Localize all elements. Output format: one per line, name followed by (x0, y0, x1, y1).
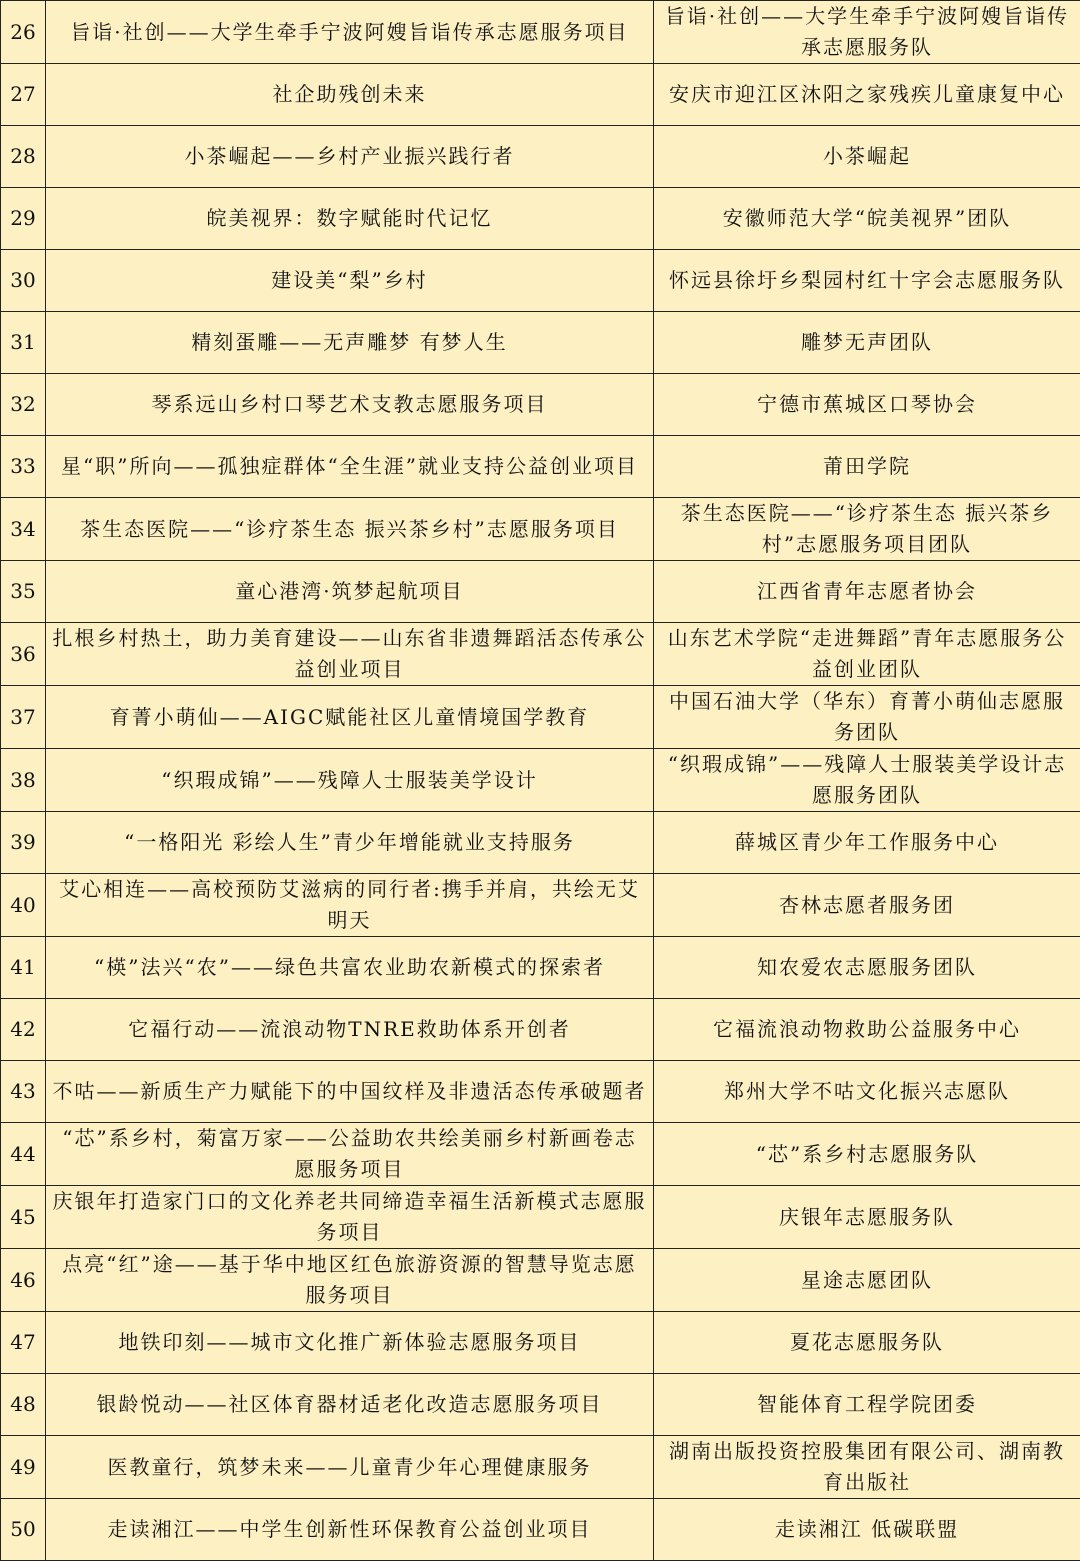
table-row (1, 874, 1080, 937)
row-number: 45 (1, 1186, 46, 1249)
table-row (1, 1374, 1080, 1436)
row-number: 30 (1, 250, 46, 312)
row-number: 34 (1, 498, 46, 561)
table-row (1, 436, 1080, 498)
table-body (1, 1, 1080, 1561)
project-name: 旨诣·社创——大学生牵手宁波阿嫂旨诣传承志愿服务项目 (46, 1, 654, 64)
table-row (1, 64, 1080, 126)
row-number: 32 (1, 374, 46, 436)
project-name: 银龄悦动——社区体育器材适老化改造志愿服务项目 (46, 1374, 654, 1436)
team-name: 庆银年志愿服务队 (654, 1186, 1080, 1249)
project-name: 小茶崛起——乡村产业振兴践行者 (46, 126, 654, 188)
row-number: 46 (1, 1249, 46, 1312)
team-name: 夏花志愿服务队 (654, 1312, 1080, 1374)
team-name: 雕梦无声团队 (654, 312, 1080, 374)
team-name: 山东艺术学院“走进舞蹈”青年志愿服务公益创业团队 (654, 623, 1080, 686)
project-name: 庆银年打造家门口的文化养老共同缔造幸福生活新模式志愿服务项目 (46, 1186, 654, 1249)
table-row (1, 374, 1080, 436)
project-name: 星“职”所向——孤独症群体“全生涯”就业支持公益创业项目 (46, 436, 654, 498)
team-name: 星途志愿团队 (654, 1249, 1080, 1312)
row-number: 50 (1, 1499, 46, 1561)
team-name: 茶生态医院——“诊疗茶生态 振兴茶乡村”志愿服务项目团队 (654, 498, 1080, 561)
team-name: 它福流浪动物救助公益服务中心 (654, 999, 1080, 1061)
project-name: 医教童行，筑梦未来——儿童青少年心理健康服务 (46, 1436, 654, 1499)
team-name: 怀远县徐圩乡梨园村红十字会志愿服务队 (654, 250, 1080, 312)
table-row (1, 1186, 1080, 1249)
project-name: 皖美视界：数字赋能时代记忆 (46, 188, 654, 250)
team-name: 杏林志愿者服务团 (654, 874, 1080, 937)
row-number: 31 (1, 312, 46, 374)
team-name: 薛城区青少年工作服务中心 (654, 812, 1080, 874)
table-row (1, 188, 1080, 250)
row-number: 38 (1, 749, 46, 812)
team-name: 走读湘江 低碳联盟 (654, 1499, 1080, 1561)
table-row (1, 1123, 1080, 1186)
row-number: 43 (1, 1061, 46, 1123)
table-row (1, 561, 1080, 623)
table-row (1, 1312, 1080, 1374)
row-number: 40 (1, 874, 46, 937)
project-name: 建设美“梨”乡村 (46, 250, 654, 312)
table-row (1, 623, 1080, 686)
team-name: 安徽师范大学“皖美视界”团队 (654, 188, 1080, 250)
row-number: 44 (1, 1123, 46, 1186)
row-number: 26 (1, 1, 46, 64)
table-row (1, 1249, 1080, 1312)
table-row (1, 686, 1080, 749)
table-row (1, 1499, 1080, 1561)
row-number: 27 (1, 64, 46, 126)
project-name: 走读湘江——中学生创新性环保教育公益创业项目 (46, 1499, 654, 1561)
table-row (1, 812, 1080, 874)
team-name: “织瑕成锦”——残障人士服装美学设计志愿服务团队 (654, 749, 1080, 812)
project-name: “楧”法兴“农”——绿色共富农业助农新模式的探索者 (46, 937, 654, 999)
project-name: 琴系远山乡村口琴艺术支教志愿服务项目 (46, 374, 654, 436)
row-number: 37 (1, 686, 46, 749)
row-number: 48 (1, 1374, 46, 1436)
project-name: 育菁小萌仙——AIGC赋能社区儿童情境国学教育 (46, 686, 654, 749)
table-row (1, 498, 1080, 561)
row-number: 29 (1, 188, 46, 250)
table-row (1, 312, 1080, 374)
table-row (1, 1061, 1080, 1123)
table-row (1, 999, 1080, 1061)
project-name: “一格阳光 彩绘人生”青少年增能就业支持服务 (46, 812, 654, 874)
project-name: 它福行动——流浪动物TNRE救助体系开创者 (46, 999, 654, 1061)
table-row (1, 250, 1080, 312)
row-number: 49 (1, 1436, 46, 1499)
project-name: 精刻蛋雕——无声雕梦 有梦人生 (46, 312, 654, 374)
table-row (1, 1, 1080, 64)
row-number: 36 (1, 623, 46, 686)
project-name: 不咕——新质生产力赋能下的中国纹样及非遗活态传承破题者 (46, 1061, 654, 1123)
row-number: 47 (1, 1312, 46, 1374)
project-name: 扎根乡村热土，助力美育建设——山东省非遗舞蹈活态传承公益创业项目 (46, 623, 654, 686)
team-name: 知农爱农志愿服务团队 (654, 937, 1080, 999)
team-name: 安庆市迎江区沐阳之家残疾儿童康复中心 (654, 64, 1080, 126)
project-name: 社企助残创未来 (46, 64, 654, 126)
row-number: 41 (1, 937, 46, 999)
team-name: 旨诣·社创——大学生牵手宁波阿嫂旨诣传承志愿服务队 (654, 1, 1080, 64)
team-name: 湖南出版投资控股集团有限公司、湖南教育出版社 (654, 1436, 1080, 1499)
project-name: 童心港湾·筑梦起航项目 (46, 561, 654, 623)
team-name: 郑州大学不咕文化振兴志愿队 (654, 1061, 1080, 1123)
project-name: 地铁印刻——城市文化推广新体验志愿服务项目 (46, 1312, 654, 1374)
row-number: 28 (1, 126, 46, 188)
table-row (1, 1436, 1080, 1499)
team-name: 中国石油大学（华东）育菁小萌仙志愿服务团队 (654, 686, 1080, 749)
project-name: “芯”系乡村，菊富万家——公益助农共绘美丽乡村新画卷志愿服务项目 (46, 1123, 654, 1186)
table-row (1, 937, 1080, 999)
team-name: 智能体育工程学院团委 (654, 1374, 1080, 1436)
row-number: 33 (1, 436, 46, 498)
row-number: 39 (1, 812, 46, 874)
project-name: 茶生态医院——“诊疗茶生态 振兴茶乡村”志愿服务项目 (46, 498, 654, 561)
team-name: 莆田学院 (654, 436, 1080, 498)
team-name: “芯”系乡村志愿服务队 (654, 1123, 1080, 1186)
table-row (1, 749, 1080, 812)
row-number: 42 (1, 999, 46, 1061)
table-row (1, 126, 1080, 188)
project-name: 艾心相连——高校预防艾滋病的同行者:携手并肩，共绘无艾明天 (46, 874, 654, 937)
team-name: 宁德市蕉城区口琴协会 (654, 374, 1080, 436)
project-name: 点亮“红”途——基于华中地区红色旅游资源的智慧导览志愿服务项目 (46, 1249, 654, 1312)
row-number: 35 (1, 561, 46, 623)
project-name: “织瑕成锦”——残障人士服装美学设计 (46, 749, 654, 812)
team-name: 江西省青年志愿者协会 (654, 561, 1080, 623)
team-name: 小茶崛起 (654, 126, 1080, 188)
